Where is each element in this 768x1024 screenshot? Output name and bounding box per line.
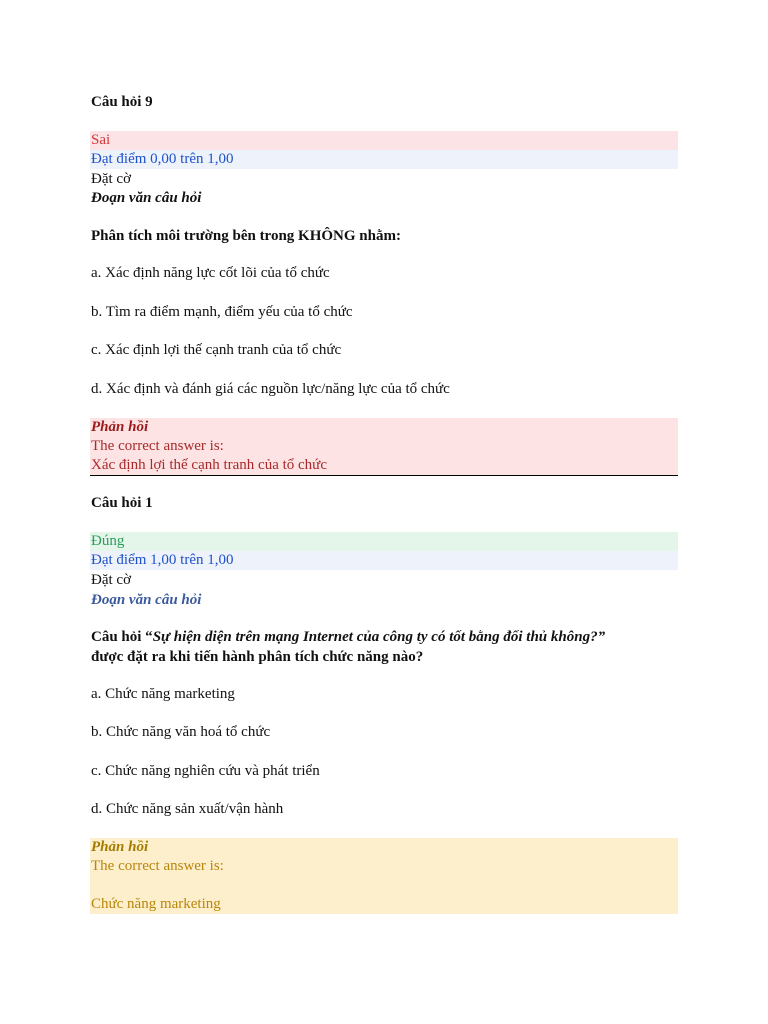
question-9-status-incorrect bbox=[90, 131, 678, 150]
prompt-suffix: được đặt ra khi tiến hành phân tích chức năng nào? bbox=[91, 649, 424, 665]
flag-text: Đặt cờ bbox=[91, 572, 131, 588]
text-label: Đoạn văn câu hỏi bbox=[91, 592, 202, 608]
prompt-quote: Sự hiện diện trên mạng Internet của công ty có tốt bằng đối thủ không?” bbox=[152, 629, 606, 645]
option-text: a. Xác định năng lực cốt lõi của tổ chức bbox=[91, 265, 330, 281]
option-text: a. Chức năng marketing bbox=[91, 686, 235, 702]
text-label: Đoạn văn câu hỏi bbox=[91, 190, 202, 206]
question-9-grade bbox=[90, 150, 678, 169]
feedback-answer: Xác định lợi thế cạnh tranh của tổ chức bbox=[91, 457, 327, 473]
feedback-label: Phản hồi bbox=[91, 419, 149, 435]
question-9-option-c bbox=[90, 341, 678, 360]
question-1-option-c bbox=[90, 762, 678, 781]
feedback-intro: The correct answer is: bbox=[91, 438, 224, 454]
question-9-flag bbox=[90, 170, 678, 189]
status-text: Đúng bbox=[91, 533, 125, 549]
option-text: d. Xác định và đánh giá các nguồn lực/năng lực của tổ chức bbox=[91, 381, 450, 397]
question-1-option-b bbox=[90, 723, 678, 742]
feedback-spacer bbox=[90, 876, 678, 895]
question-1-option-d bbox=[90, 800, 678, 819]
option-text: b. Tìm ra điểm mạnh, điểm yếu của tổ chức bbox=[91, 304, 353, 320]
question-1-flag bbox=[90, 571, 678, 590]
question-1-grade bbox=[90, 551, 678, 570]
question-9-prompt bbox=[90, 227, 678, 246]
question-9-option-b bbox=[90, 303, 678, 322]
question-1-feedback bbox=[90, 838, 678, 914]
question-9-option-d bbox=[90, 380, 678, 399]
question-1-text-label bbox=[90, 591, 678, 610]
option-text: c. Xác định lợi thế cạnh tranh của tổ chức bbox=[91, 342, 342, 358]
question-title-text: Câu hỏi 1 bbox=[91, 495, 153, 511]
option-text: c. Chức năng nghiên cứu và phát triển bbox=[91, 763, 320, 779]
grade-text: Đạt điểm 1,00 trên 1,00 bbox=[91, 552, 234, 568]
feedback-label: Phản hồi bbox=[91, 839, 149, 855]
question-9-title bbox=[90, 93, 678, 112]
status-text: Sai bbox=[91, 132, 111, 148]
option-text: b. Chức năng văn hoá tổ chức bbox=[91, 724, 271, 740]
question-9-feedback bbox=[90, 418, 678, 476]
question-9-text-label bbox=[90, 189, 678, 208]
question-1-option-a bbox=[90, 685, 678, 704]
question-title-text: Câu hỏi 9 bbox=[91, 94, 153, 110]
question-1-status-correct bbox=[90, 532, 678, 551]
grade-text: Đạt điểm 0,00 trên 1,00 bbox=[91, 151, 234, 167]
question-9-option-a bbox=[90, 264, 678, 283]
prompt-prefix: Câu hỏi “ bbox=[91, 629, 153, 645]
prompt-line-1 bbox=[91, 627, 691, 647]
question-1-title bbox=[90, 494, 678, 513]
feedback-intro: The correct answer is: bbox=[91, 858, 224, 874]
question-1-prompt bbox=[90, 627, 691, 667]
flag-text: Đặt cờ bbox=[91, 171, 131, 187]
option-text: d. Chức năng sản xuất/vận hành bbox=[91, 801, 284, 817]
feedback-answer: Chức năng marketing bbox=[91, 896, 221, 912]
prompt-text: Phân tích môi trường bên trong KHÔNG nhằm: bbox=[91, 228, 401, 244]
